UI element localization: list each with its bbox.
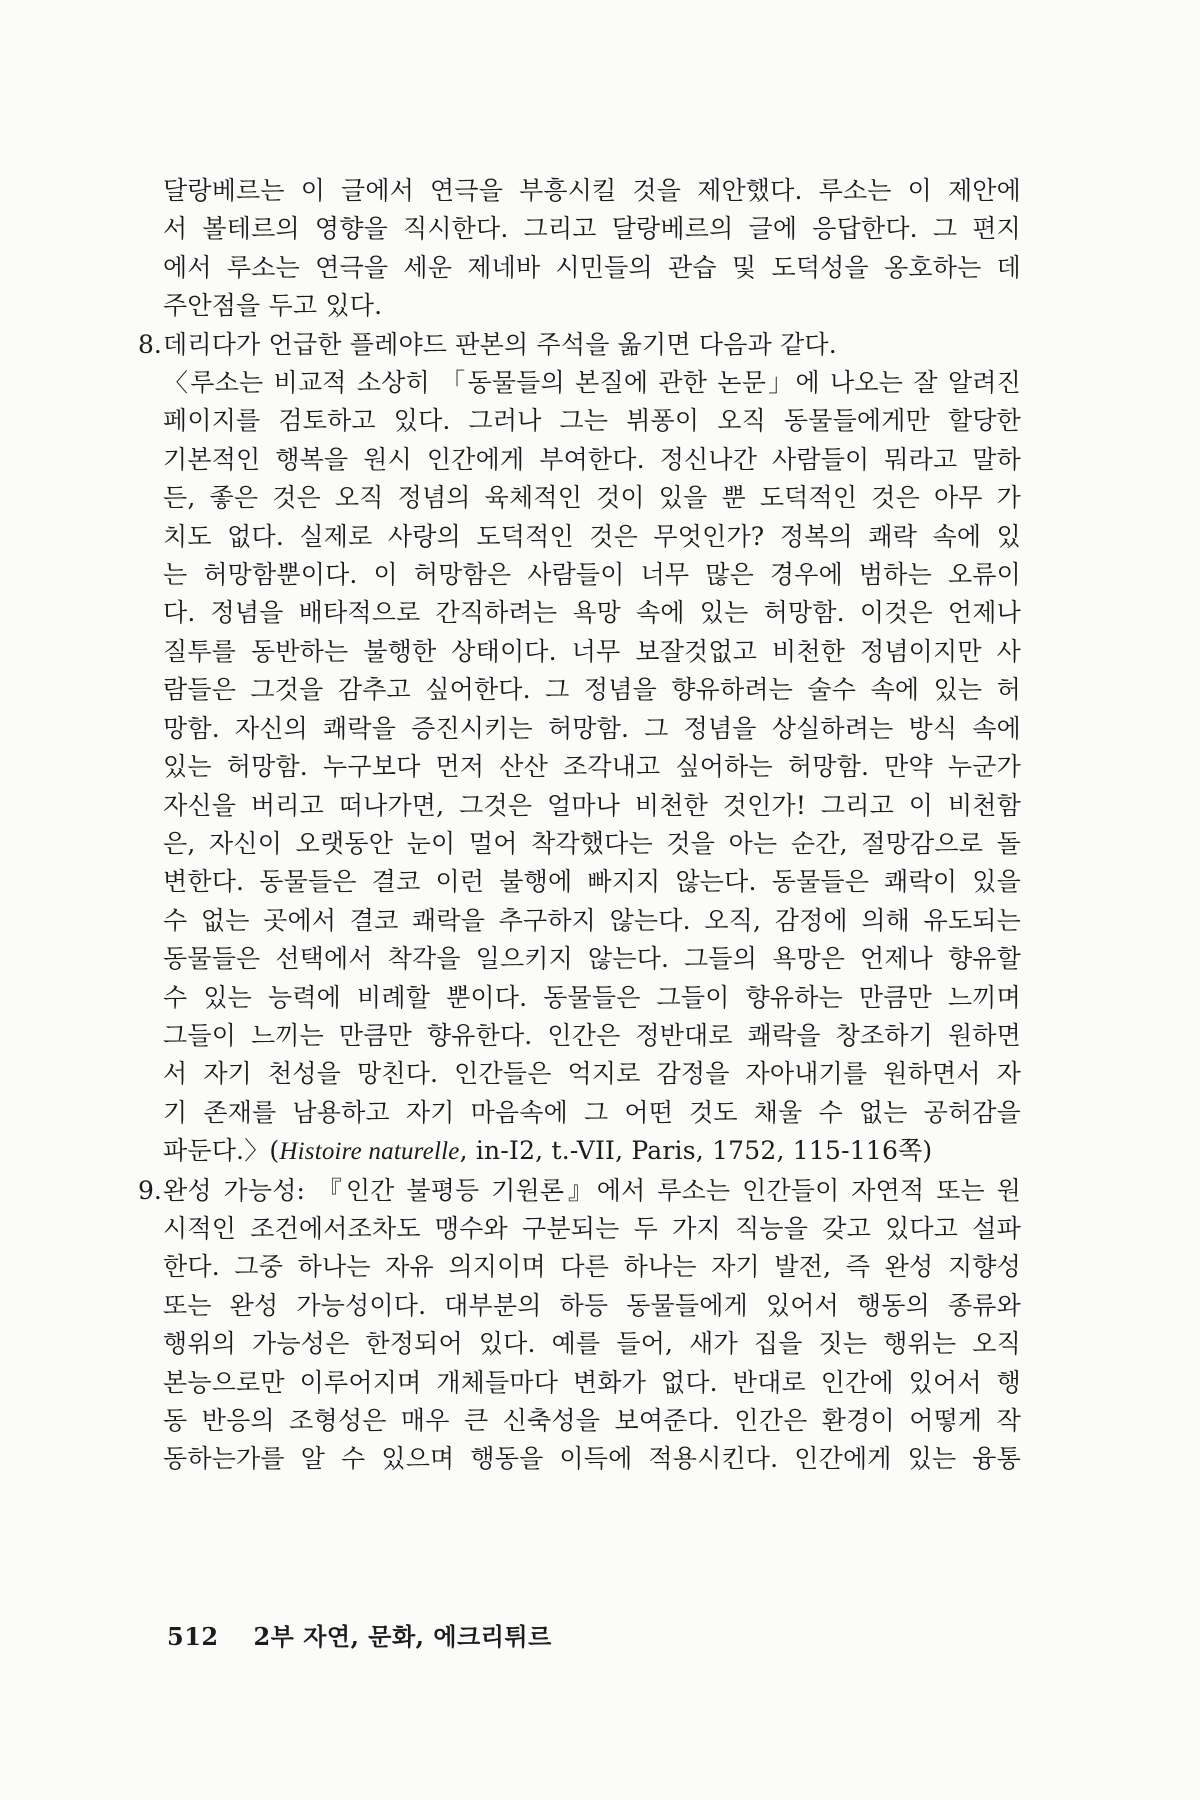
text-line: 동 반응의 조형성은 매우 큰 신축성을 보여준다. 인간은 환경이 어떻게 작 xyxy=(163,1406,1021,1435)
text-line: 데리다가 언급한 플레야드 판본의 주석을 옮기면 다음과 같다. xyxy=(163,329,837,359)
text-line: 동하는가를 알 수 있으며 행동을 이득에 적용시킨다. 인간에게 있는 융통 xyxy=(163,1444,1021,1474)
text-line: 기본적인 행복을 원시 인간에게 부여한다. 정신나간 사람들이 뭐라고 말하 xyxy=(163,444,1021,474)
citation-details: , in-I2, t.-VII, Paris, 1752, 115-116쪽) xyxy=(459,1136,933,1166)
text-line: 질투를 동반하는 불행한 상태이다. 너무 보잘것없고 비천한 정념이지만 사 xyxy=(163,636,1021,666)
text-line: 든, 좋은 것은 오직 정념의 육체적인 것이 있을 뿐 도덕적인 것은 아무 가 xyxy=(163,483,1021,513)
text-line: 변한다. 동물들은 결코 이런 불행에 빠지지 않는다. 동물들은 쾌락이 있을 xyxy=(163,867,1021,897)
page-footer xyxy=(167,1617,552,1652)
text-line: 또는 완성 가능성이다. 대부분의 하등 동물들에게 있어서 행동의 종류와 xyxy=(163,1290,1021,1320)
text-line: 달랑베르는 이 글에서 연극을 부흥시킬 것을 제안했다. 루소는 이 제안에 xyxy=(163,176,1021,205)
citation-line xyxy=(163,1132,1021,1171)
text-line: 있는 허망함. 누구보다 먼저 산산 조각내고 싶어하는 허망함. 만약 누군가 xyxy=(163,752,1021,782)
text-line: 〈루소는 비교적 소상히 「동물들의 본질에 관한 논문」에 나오는 잘 알려진 xyxy=(163,368,1021,398)
text-line: 동물들은 선택에서 착각을 일으키지 않는다. 그들의 욕망은 언제나 향유할 xyxy=(163,944,1021,974)
text-line: 다. 정념을 배타적으로 간직하려는 욕망 속에 있는 허망함. 이것은 언제나 xyxy=(163,598,1021,628)
text-line: 주안점을 두고 있다. xyxy=(163,291,383,321)
note-number: 8. xyxy=(138,329,162,359)
text-line: 페이지를 검토하고 있다. 그러나 그는 뷔퐁이 오직 동물들에게만 할당한 xyxy=(163,406,1021,436)
continuation-paragraph xyxy=(163,172,1021,326)
running-footer: 2부 자연, 문화, 에크리튀르 xyxy=(253,1622,552,1651)
note-8-quotation xyxy=(163,364,1021,1172)
note-8 xyxy=(138,326,1021,1172)
page-number: 512 xyxy=(167,1622,219,1651)
note-9 xyxy=(138,1172,1021,1479)
text-line: 기 존재를 남용하고 자기 마음속에 그 어떤 것도 채울 수 없는 공허감을 xyxy=(163,1097,1021,1127)
text-line: 행위의 가능성은 한정되어 있다. 예를 들어, 새가 집을 짓는 행위는 오직 xyxy=(163,1329,1021,1359)
citation-prefix: 파둔다.〉( xyxy=(163,1136,280,1166)
text-line: 자신을 버리고 떠나가면, 그것은 얼마나 비천한 것인가! 그리고 이 비천함 xyxy=(163,790,1021,820)
text-line: 서 자기 천성을 망친다. 인간들은 억지로 감정을 자아내기를 원하면서 자 xyxy=(163,1059,1021,1089)
text-line: 은, 자신이 오랫동안 눈이 멀어 착각했다는 것을 아는 순간, 절망감으로 돌 xyxy=(163,828,1021,858)
text-line: 완성 가능성: 『인간 불평등 기원론』에서 루소는 인간들이 자연적 또는 원 xyxy=(163,1175,1021,1205)
text-line: 는 허망함뿐이다. 이 허망함은 사람들이 너무 많은 경우에 범하는 오류이 xyxy=(163,560,1021,590)
text-line: 수 있는 능력에 비례할 뿐이다. 동물들은 그들이 향유하는 만큼만 느끼며 xyxy=(163,982,1021,1012)
citation-title: Histoire naturelle xyxy=(279,1138,460,1166)
text-line: 에서 루소는 연극을 세운 제네바 시민들의 관습 및 도덕성을 옹호하는 데 xyxy=(163,252,1021,282)
note-8-intro xyxy=(163,326,1021,364)
text-line: 시적인 조건에서조차도 맹수와 구분되는 두 가지 직능을 갖고 있다고 설파 xyxy=(163,1213,1021,1243)
text-line: 람들은 그것을 감추고 싶어한다. 그 정념을 향유하려는 술수 속에 있는 허 xyxy=(163,675,1021,705)
text-line: 본능으로만 이루어지며 개체들마다 변화가 없다. 반대로 인간에 있어서 행 xyxy=(163,1367,1021,1397)
text-line: 망함. 자신의 쾌락을 증진시키는 허망함. 그 정념을 상실하려는 방식 속에 xyxy=(163,713,1021,743)
page-body xyxy=(138,172,1021,1479)
text-line: 한다. 그중 하나는 자유 의지이며 다른 하나는 자기 발전, 즉 완성 지향성 xyxy=(163,1252,1021,1282)
text-line: 수 없는 곳에서 결코 쾌락을 추구하지 않는다. 오직, 감정에 의해 유도되는 xyxy=(163,905,1021,935)
note-number: 9. xyxy=(138,1175,162,1205)
text-line: 서 볼테르의 영향을 직시한다. 그리고 달랑베르의 글에 응답한다. 그 편지 xyxy=(163,214,1021,244)
text-line: 치도 없다. 실제로 사랑의 도덕적인 것은 무엇인가? 정복의 쾌락 속에 있 xyxy=(163,521,1021,551)
text-line: 그들이 느끼는 만큼만 향유한다. 인간은 정반대로 쾌락을 창조하기 원하면 xyxy=(163,1020,1021,1050)
note-9-paragraph xyxy=(163,1172,1021,1479)
